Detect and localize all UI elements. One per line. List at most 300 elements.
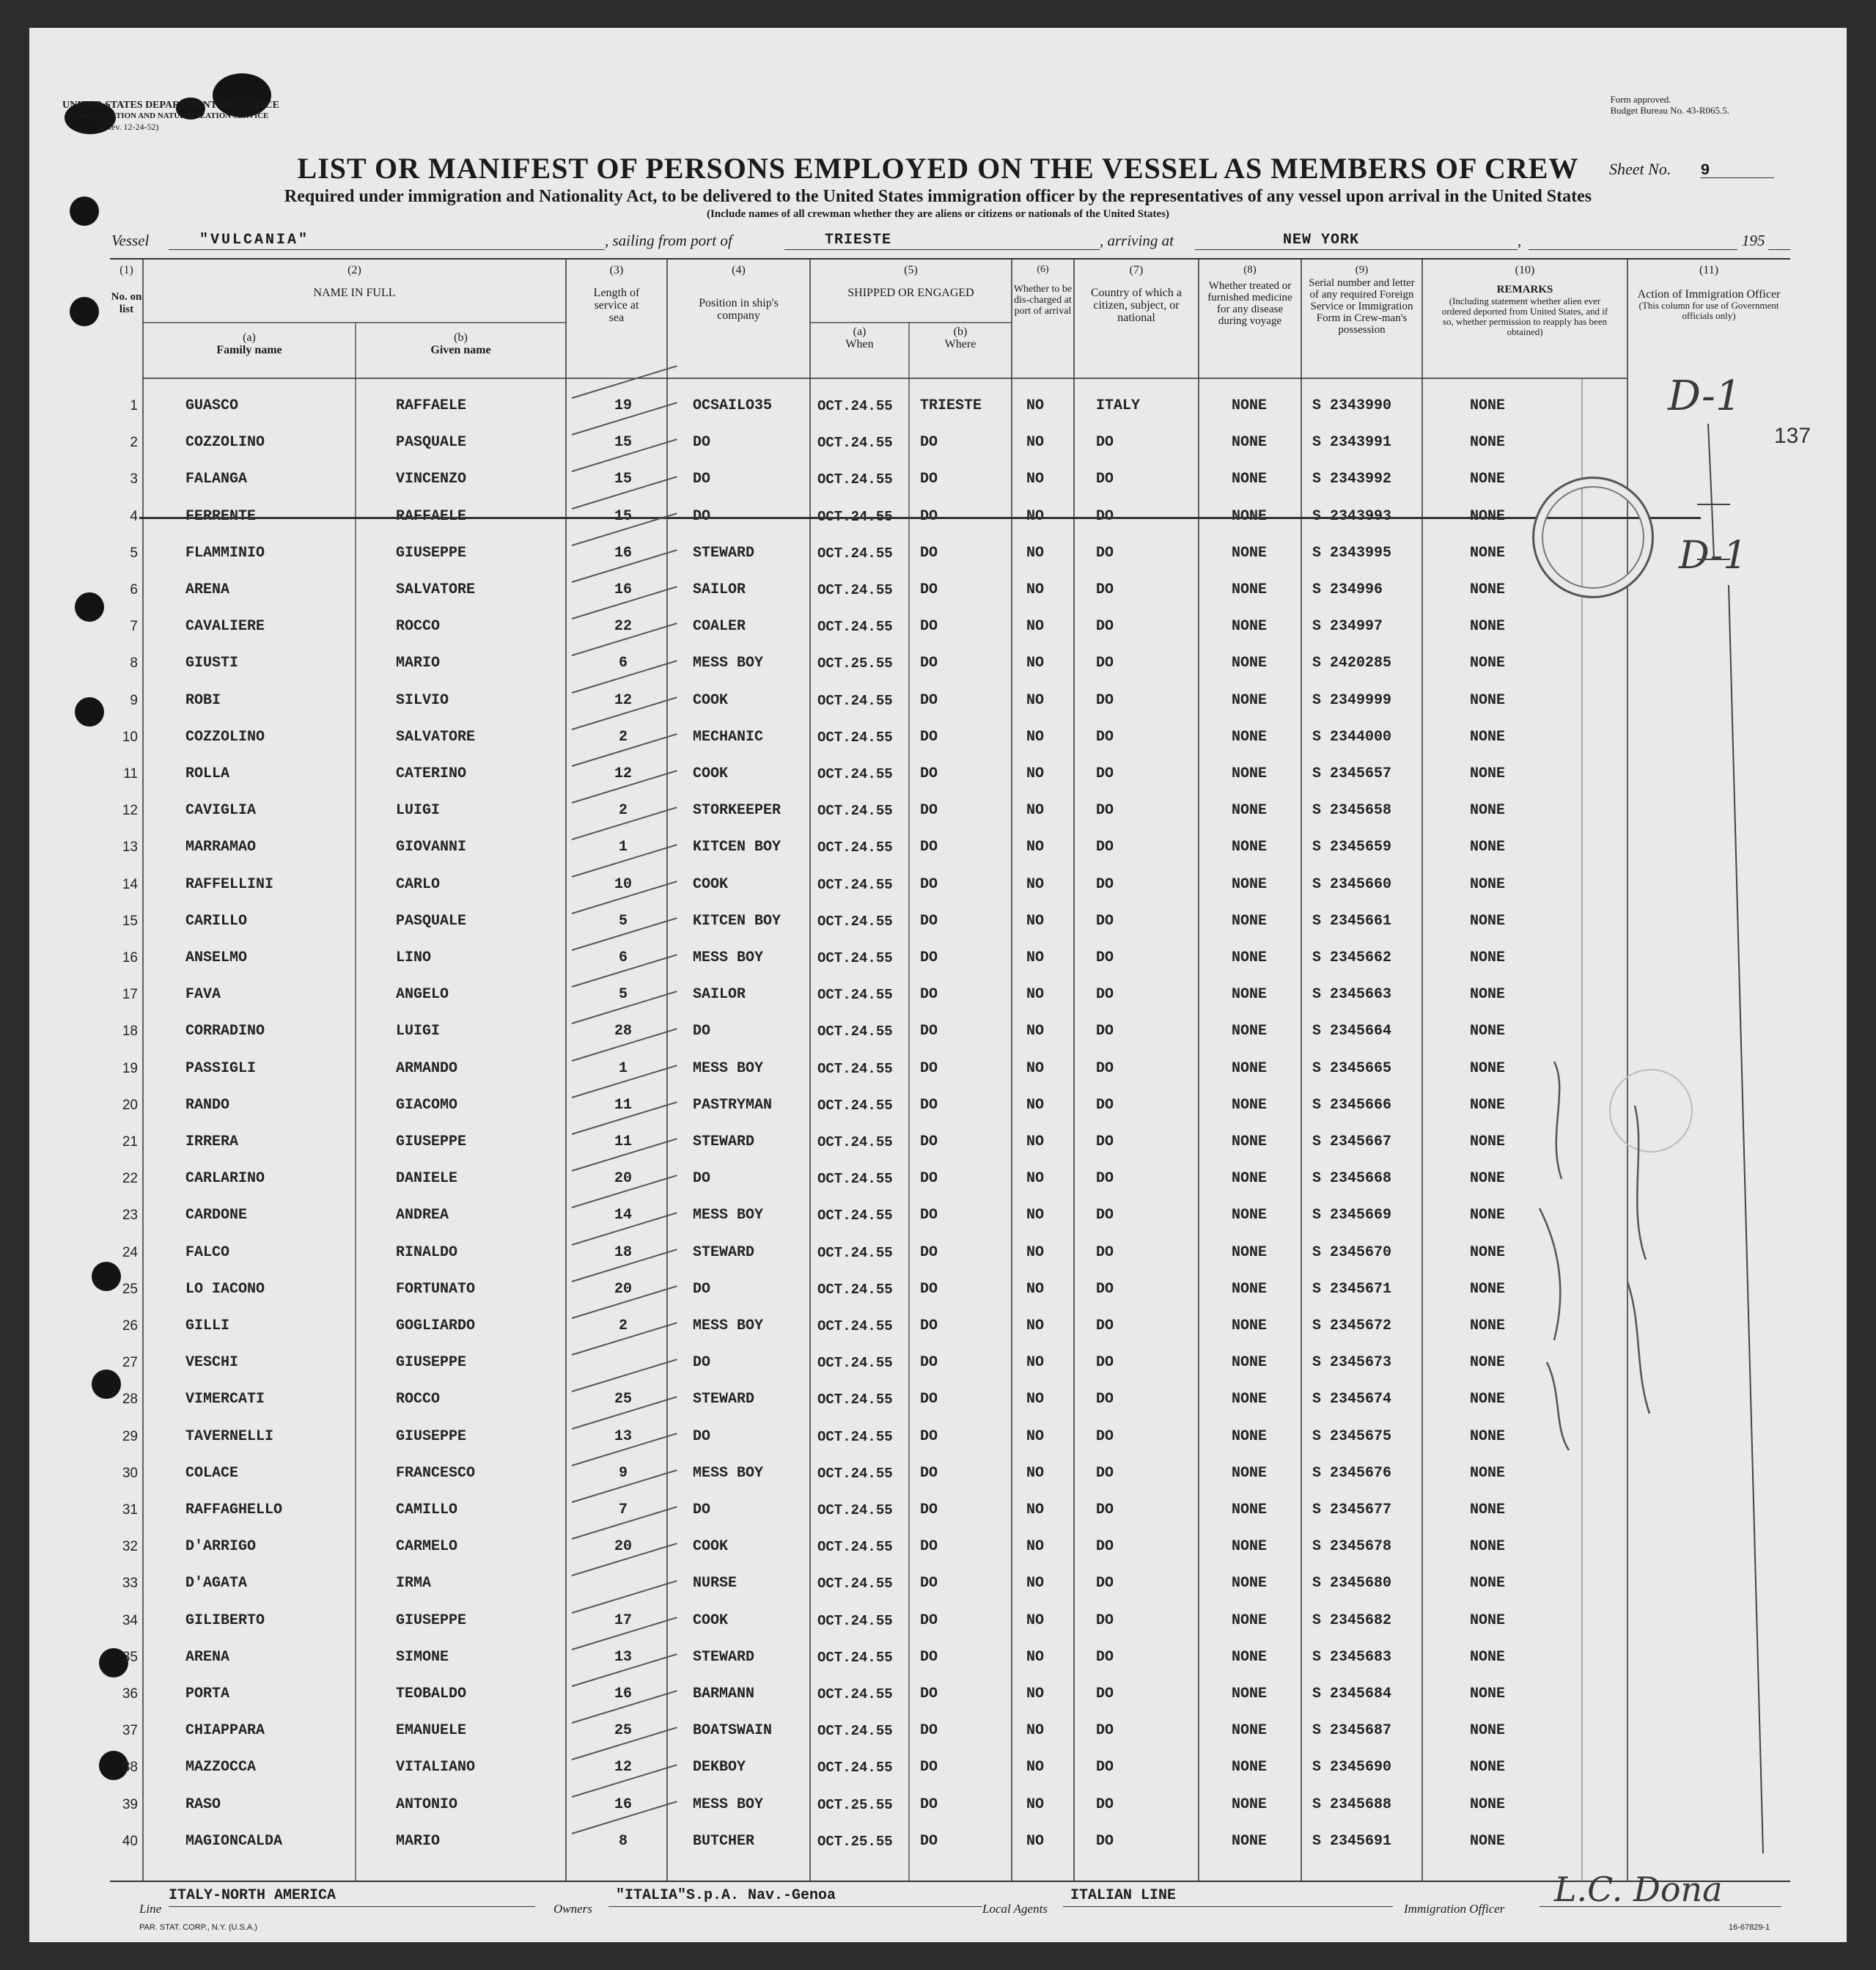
shipped-where: DO [920, 1427, 938, 1445]
family-name: CHIAPPARA [185, 1722, 265, 1740]
country: DO [1096, 1280, 1114, 1298]
given-name: ANGELO [396, 986, 449, 1004]
port-to: NEW YORK [1283, 232, 1360, 249]
discharged: NO [1026, 1023, 1045, 1040]
medicine: NONE [1232, 1648, 1268, 1666]
col8-number: (8) [1243, 264, 1257, 276]
serial-number: S 2420285 [1312, 655, 1392, 672]
country: DO [1096, 1317, 1114, 1334]
col2b-header: Given name [430, 344, 491, 356]
position: COOK [693, 765, 729, 782]
length-of-service: 19 [614, 397, 632, 414]
serial-number: S 2345683 [1312, 1648, 1392, 1666]
serial-number: S 2345688 [1312, 1796, 1392, 1813]
position: MESS BOY [693, 949, 764, 966]
given-name: CATERINO [396, 765, 467, 782]
serial-number: S 2343990 [1312, 397, 1392, 414]
position: MESS BOY [693, 655, 764, 672]
shipped-where: DO [920, 1280, 938, 1298]
remarks: NONE [1470, 1611, 1506, 1629]
position: KITCEN BOY [693, 839, 781, 856]
medicine: NONE [1232, 581, 1268, 598]
shipped-when: OCT.24.55 [817, 545, 893, 562]
col5a-header: When [845, 338, 874, 350]
given-name: ANDREA [396, 1207, 449, 1224]
family-name: FALCO [185, 1243, 230, 1261]
shipped-when: OCT.24.55 [817, 1760, 893, 1776]
shipped-where: DO [920, 912, 938, 930]
position: STEWARD [693, 1648, 755, 1666]
medicine: NONE [1232, 912, 1268, 930]
country: DO [1096, 1427, 1114, 1445]
remarks: NONE [1470, 1354, 1506, 1372]
country: DO [1096, 655, 1114, 672]
length-of-service: 13 [614, 1648, 632, 1666]
serial-number: S 2345670 [1312, 1243, 1392, 1261]
table-row [29, 977, 1847, 1012]
shipped-when: OCT.24.55 [817, 1502, 893, 1518]
remarks: NONE [1470, 1133, 1506, 1150]
given-name: GIUSEPPE [396, 1611, 467, 1629]
shipped-when: OCT.24.55 [817, 950, 893, 966]
remarks: NONE [1470, 1059, 1506, 1077]
remarks: NONE [1470, 544, 1506, 562]
shipped-when: OCT.24.55 [817, 1134, 893, 1150]
row-number: 37 [122, 1723, 138, 1739]
position: COALER [693, 618, 746, 636]
position: DO [693, 1502, 711, 1518]
officer-handwritten-note [1525, 1047, 1671, 1458]
discharged: NO [1026, 1243, 1045, 1261]
family-name: FAVA [185, 986, 221, 1004]
given-name: SIMONE [396, 1648, 449, 1666]
position: STEWARD [693, 1391, 755, 1408]
row-number: 3 [130, 471, 138, 488]
country: DO [1096, 765, 1114, 782]
row-number: 17 [122, 987, 138, 1003]
table-row [29, 720, 1847, 755]
remarks: NONE [1470, 839, 1506, 856]
length-of-service: 17 [614, 1611, 632, 1629]
row-number: 6 [130, 582, 138, 598]
medicine: NONE [1232, 1059, 1268, 1077]
discharged: NO [1026, 802, 1045, 820]
country: DO [1096, 1796, 1114, 1813]
given-name: IRMA [396, 1575, 432, 1592]
given-name: ANTONIO [396, 1796, 458, 1813]
serial-number: S 2345690 [1312, 1759, 1392, 1776]
medicine: NONE [1232, 618, 1268, 636]
remarks: NONE [1470, 949, 1506, 966]
table-row [29, 1640, 1847, 1675]
country: DO [1096, 1722, 1114, 1740]
shipped-when: OCT.24.55 [817, 619, 893, 636]
position: MESS BOY [693, 1464, 764, 1482]
position: MECHANIC [693, 728, 764, 746]
family-name: GUASCO [185, 397, 239, 414]
discharged: NO [1026, 1317, 1045, 1334]
table-row [29, 793, 1847, 828]
officer-label: Immigration Officer [1404, 1902, 1505, 1916]
family-name: FERRENTE [185, 507, 257, 525]
length-of-service: 9 [618, 1464, 628, 1482]
department-name: UNITED STATES DEPARTMENT OF JUSTICE [62, 100, 279, 111]
given-name: ARMANDO [396, 1059, 458, 1077]
position: BOATSWAIN [693, 1722, 773, 1740]
family-name: ROLLA [185, 765, 230, 782]
row-number: 24 [122, 1244, 138, 1260]
row-number: 13 [122, 839, 138, 856]
medicine: NONE [1232, 1686, 1268, 1702]
owners-label: Owners [553, 1902, 592, 1916]
table-row [29, 904, 1847, 939]
row-number: 11 [123, 766, 138, 782]
length-of-service: 8 [618, 1832, 628, 1850]
row-number: 15 [122, 913, 138, 929]
length-of-service: 25 [614, 1722, 632, 1740]
col9-header: Serial number and letter of any required Foreign Service or Immigration Form in Crew-man's possession [1309, 277, 1415, 336]
serial-number: S 2345684 [1312, 1686, 1392, 1702]
serial-number: S 234996 [1312, 581, 1383, 598]
family-name: RAFFAGHELLO [185, 1502, 283, 1518]
length-of-service: 28 [614, 1023, 632, 1040]
medicine: NONE [1232, 1243, 1268, 1261]
col10-header: REMARKS [1496, 284, 1553, 295]
medicine: NONE [1232, 1502, 1268, 1518]
medicine: NONE [1232, 1538, 1268, 1556]
position: SAILOR [693, 986, 746, 1004]
length-of-service: 5 [618, 912, 628, 930]
serial-number: S 2345687 [1312, 1722, 1392, 1740]
family-name: VESCHI [185, 1354, 239, 1372]
given-name: GIOVANNI [396, 839, 467, 856]
col11-note: (This column for use of Government officials only) [1638, 300, 1779, 321]
discharged: NO [1026, 1796, 1045, 1813]
shipped-when: OCT.24.55 [817, 1612, 893, 1629]
shipped-when: OCT.24.55 [817, 1576, 893, 1592]
position: STEWARD [693, 1133, 755, 1150]
serial-number: S 2345678 [1312, 1538, 1392, 1556]
printer-credit: PAR. STAT. CORP., N.Y. (U.S.A.) [139, 1923, 257, 1932]
country: DO [1096, 1023, 1114, 1040]
length-of-service: 18 [614, 1243, 632, 1261]
shipped-where: DO [920, 434, 938, 452]
row-number: 27 [122, 1355, 138, 1371]
row-number: 39 [122, 1796, 138, 1812]
country: DO [1096, 1464, 1114, 1482]
given-name: CARLO [396, 875, 441, 893]
table-row [29, 1787, 1847, 1823]
family-name: CORRADINO [185, 1023, 265, 1040]
row-number: 5 [130, 545, 138, 561]
row-number: 20 [122, 1097, 138, 1113]
length-of-service: 10 [614, 875, 632, 893]
shipped-when: OCT.24.55 [817, 692, 893, 709]
country: DO [1096, 1832, 1114, 1850]
shipped-where: DO [920, 1611, 938, 1629]
length-of-service: 13 [614, 1427, 632, 1445]
medicine: NONE [1232, 1796, 1268, 1813]
table-row [29, 1014, 1847, 1049]
discharged: NO [1026, 1502, 1045, 1518]
table-row [29, 1824, 1847, 1859]
shipped-when: OCT.24.55 [817, 987, 893, 1004]
remarks: NONE [1470, 1464, 1506, 1482]
medicine: NONE [1232, 691, 1268, 709]
family-name: FLAMMINIO [185, 544, 265, 562]
medicine: NONE [1232, 1207, 1268, 1224]
table-row [29, 1566, 1847, 1601]
length-of-service: 2 [618, 1317, 628, 1334]
country: DO [1096, 434, 1114, 452]
given-name: PASQUALE [396, 912, 467, 930]
remarks: NONE [1470, 986, 1506, 1004]
shipped-when: OCT.24.55 [817, 398, 893, 414]
given-name: ROCCO [396, 1391, 441, 1408]
shipped-where: DO [920, 1832, 938, 1850]
col2-header: NAME IN FULL [313, 287, 396, 299]
discharged: NO [1026, 397, 1045, 414]
position: COOK [693, 691, 729, 709]
given-name: EMANUELE [396, 1722, 467, 1740]
position: DO [693, 434, 711, 452]
row-number: 22 [122, 1171, 138, 1187]
col2-number: (2) [347, 264, 361, 276]
family-name: CARLARINO [185, 1170, 265, 1188]
row-number: 33 [122, 1576, 138, 1592]
shipped-when: OCT.24.55 [817, 582, 893, 598]
discharged: NO [1026, 1133, 1045, 1150]
remarks: NONE [1470, 618, 1506, 636]
shipped-where: DO [920, 1207, 938, 1224]
family-name: FALANGA [185, 471, 248, 488]
line-value: ITALY-NORTH AMERICA [169, 1887, 336, 1904]
position: OCSAILO35 [693, 397, 773, 414]
medicine: NONE [1232, 1391, 1268, 1408]
table-row [29, 941, 1847, 976]
medicine: NONE [1232, 1170, 1268, 1188]
row-number: 21 [122, 1134, 138, 1150]
shipped-when: OCT.24.55 [817, 839, 893, 856]
medicine: NONE [1232, 986, 1268, 1004]
length-of-service: 2 [618, 802, 628, 820]
remarks: NONE [1470, 1538, 1506, 1556]
agents-value: ITALIAN LINE [1070, 1887, 1177, 1904]
row-number: 7 [130, 619, 138, 635]
shipped-where: DO [920, 544, 938, 562]
medicine: NONE [1232, 949, 1268, 966]
family-name: MAGIONCALDA [185, 1832, 283, 1850]
remarks: NONE [1470, 1317, 1506, 1334]
shipped-where: DO [920, 1354, 938, 1372]
given-name: CAMILLO [396, 1502, 458, 1518]
family-name: VIMERCATI [185, 1391, 265, 1408]
serial-number: S 2345672 [1312, 1317, 1392, 1334]
manifest-sheet: UNITED STATES DEPARTMENT OF JUSTICE IMMIGRATION AND NATURALIZATION SERVICE (Rev. 12-24-52) Form approved. Budget Bureau No. 43-R065.5. LIST OR MANIFEST OF PERSONS EMPLOYED ON THE VESSEL AS MEMBERS OF CREW Sheet No. 9 Required under immigration and Nationality Act, to be delivered to the United States immigration officer by the representatives of any vessel upon arrival in the United States (Include names of all crewman whether they are aliens or citizens or nationals of the United States) Vessel "VULCANIA" , sailing from port of TRIESTE , arriving at NEW YORK , 195 (1) No. on list (2) NAME IN FULL (a) Family name (b) Given name (3) Length of service at sea (4) Position in ship's company (5) SHIPPED OR ENGAGED (a) When (b) Where (6) Whether to be dis-charged at port of arrival (7) Country of which a citizen, subject, or national (8) Whether treated or furnished medicine for any disease during voyage (9) Serial number and letter of any required Foreign Service or Immigration Form in Crew-man's possession (10) REMARKS (Including statement whether alien ever ordered deported from United States, and if so, whether permission to reapply has been obtained) (11) Action of Immigration Officer (This column for use of Government officials only) 1 GUASCO RAFFAELE 19 OCSAILO35 OCT.24.55 TRIESTE NO ITALY NONE S 2343990 NONE 2 COZZOLINO PASQUALE 15 DO OCT.24.55 DO NO DO NONE S 2343991 NONE 3 FALANGA VINCENZO 15 DO OCT.24.55 DO NO DO NONE S 2343992 NONE 4 FERRENTE RAFFAELE 15 DO OCT.24.55 DO NO DO NONE S 2343993 NONE 5 FLAMMINIO GIUSEPPE 16 STEWARD OCT.24.55 DO NO DO NONE S 2343995 NONE 6 ARENA SALVATORE 16 SAILOR OCT.24.55 DO NO DO NONE S 234996 NONE 7 CAVALIERE ROCCO 22 COALER OCT.24.55 DO NO DO NONE S 234997 NONE 8 GIUSTI MARIO 6 MESS BOY OCT.25.55 DO NO DO NONE S 2420285 NONE 9 ROBI SILVIO 12 COOK OCT.24.55 DO NO DO NONE S 2349999 NONE 10 COZZOLINO SALVATORE 2 MECHANIC OCT.24.55 DO NO DO NONE S 2344000 NONE 11 ROLLA CATERINO 12 COOK OCT.24.55 DO NO DO NONE S 2345657 NONE 12 CAVIGLIA LUIGI 2 STORKEEPER OCT.24.55 DO NO DO NONE S 2345658 NONE 13 MARRAMAO GIOVANNI 1 KITCEN BOY OCT.24.55 DO NO DO NONE S 2345659 NONE 14 RAFFELLINI CARLO 10 COOK OCT.24.55 DO NO DO NONE S 2345660 NONE 15 CARILLO PASQUALE 5 KITCEN BOY OCT.24.55 DO NO DO NONE S 2345661 NONE 16 ANSELMO LINO 6 MESS BOY OCT.24.55 DO NO DO NONE S 2345662 NONE 17 FAVA ANGELO 5 SAILOR OCT.24.55 DO NO DO NONE S 2345663 NONE 18 CORRADINO LUIGI 28 DO OCT.24.55 DO NO DO NONE S 2345664 NONE 19 PASSIGLI ARMANDO 1 MESS BOY OCT.24.55 DO NO DO NONE S 2345665 NONE 20 RANDO GIACOMO 11 PASTRYMAN OCT.24.55 DO NO DO NONE S 2345666 NONE 21 IRRERA GIUSEPPE 11 STEWARD OCT.24.55 DO NO DO NONE S 2345667 NONE 22 CARLARINO DANIELE 20 DO OCT.24.55 DO NO DO NONE S 2345668 NONE 23 CARDONE ANDREA 14 MESS BOY OCT.24.55 DO NO DO NONE S 2345669 NONE 24 FALCO RINALDO 18 STEWARD OCT.24.55 DO NO DO NONE S 2345670 NONE 25 LO IACONO FORTUNATO 20 DO OCT.24.55 DO NO DO NONE S 2345671 NONE 26 GILLI GOGLIARDO 2 MESS BOY OCT.24.55 DO NO DO NONE S 2345672 NONE 27 VESCHI GIUSEPPE DO OCT.24.55 DO NO DO NONE S 2345673 NONE 28 VIMERCATI ROCCO 25 STEWARD OCT.24.55 DO NO DO NONE S 2345674 NONE 29 TAVERNELLI GIUSEPPE 13 DO OCT.24.55 DO NO DO NONE S 2345675 NONE 30 COLACE FRANCESCO 9 MESS BOY OCT.24.55 DO NO DO NONE S 2345676 NONE 31 RAFFAGHELLO CAMILLO 7 DO OCT.24.55 DO NO DO NONE S 2345677 NONE 32 D'ARRIGO CARMELO 20 COOK OCT.24.55 DO NO DO NONE S 2345678 NONE 33 D'AGATA IRMA NURSE OCT.24.55 DO NO DO NONE S 2345680 NONE 34 GILIBERTO GIUSEPPE 17 COOK OCT.24.55 DO NO DO NONE S 2345682 NONE 35 ARENA SIMONE 13 STEWARD OCT.24.55 DO NO DO NONE S 2345683 NONE 36 PORTA TEOBALDO 16 BARMANN OCT.24.55 DO NO DO NONE S 2345684 NONE 37 CHIAPPARA EMANUELE 25 BOATSWAIN OCT.24.55 DO NO DO NONE S 2345687 NONE 38 MAZZOCCA VITALIANO 12 DEKBOY OCT.24.55 DO NO DO NONE S 2345690 NONE 39 RASO ANTONIO 16 MESS BOY OCT.25.55 DO NO DO NONE S 2345688 NONE 40 MAGIONCALDA MARIO 8 BUTCHER OCT.25.55 DO NO DO NONE S 2345691 NONE D-1 D-1 137 Line ITALY-NORTH AMERICA Owners "ITALIA"S.p.A. Nav.-Genoa Local Agents ITALIAN LINE Immigration Officer L.C. Dona PAR. STAT. CORP., N.Y. (U.S.A.) 16-67829-1 [29, 28, 1847, 1942]
family-name: RAFFELLINI [185, 875, 274, 893]
col8-header: Whether treated or furnished medicine for any disease during voyage [1207, 280, 1292, 327]
medicine: NONE [1232, 765, 1268, 782]
serial-number: S 2345658 [1312, 802, 1392, 820]
given-name: RAFFAELE [396, 397, 467, 414]
position: COOK [693, 1538, 729, 1556]
family-name: PORTA [185, 1686, 230, 1702]
row-number: 34 [122, 1612, 138, 1628]
discharged: NO [1026, 765, 1045, 782]
length-of-service: 12 [614, 765, 632, 782]
medicine: NONE [1232, 1317, 1268, 1334]
country: DO [1096, 728, 1114, 746]
shipped-where: DO [920, 839, 938, 856]
discharged: NO [1026, 1575, 1045, 1592]
shipped-where: DO [920, 1391, 938, 1408]
family-name: D'ARRIGO [185, 1538, 257, 1556]
discharged: NO [1026, 507, 1045, 525]
shipped-when: OCT.24.55 [817, 1097, 893, 1114]
country: DO [1096, 1096, 1114, 1114]
col1-header: No. on list [111, 291, 142, 315]
col11-number: (11) [1699, 264, 1719, 276]
shipped-when: OCT.24.55 [817, 1539, 893, 1556]
discharged: NO [1026, 1686, 1045, 1702]
given-name: SILVIO [396, 691, 449, 709]
shipped-where: DO [920, 691, 938, 709]
page-note: (Include names of all crewman whether they are aliens or citizens or nationals of the United States) [706, 208, 1170, 220]
position: COOK [693, 875, 729, 893]
shipped-when: OCT.25.55 [817, 1833, 893, 1850]
serial-number: S 2345682 [1312, 1611, 1392, 1629]
position: DO [693, 471, 711, 488]
given-name: FRANCESCO [396, 1464, 476, 1482]
length-of-service: 14 [614, 1207, 632, 1224]
row-number: 16 [122, 950, 138, 966]
length-of-service: 1 [618, 839, 628, 856]
given-name: VINCENZO [396, 471, 467, 488]
serial-number: S 234997 [1312, 618, 1383, 636]
owners-value: "ITALIA"S.p.A. Nav.-Genoa [616, 1887, 836, 1904]
medicine: NONE [1232, 507, 1268, 525]
given-name: GIUSEPPE [396, 1354, 467, 1372]
serial-number: S 2345663 [1312, 986, 1392, 1004]
family-name: GILIBERTO [185, 1611, 265, 1629]
medicine: NONE [1232, 1722, 1268, 1740]
remarks: NONE [1470, 1832, 1506, 1850]
discharged: NO [1026, 1059, 1045, 1077]
shipped-where: TRIESTE [920, 397, 982, 414]
shipped-where: DO [920, 1722, 938, 1740]
length-of-service: 15 [614, 507, 632, 525]
family-name: PASSIGLI [185, 1059, 257, 1077]
col7-header: Country of which a citizen, subject, or national [1091, 287, 1182, 324]
col3-number: (3) [609, 264, 624, 276]
remarks: NONE [1470, 471, 1506, 488]
row-number: 9 [130, 692, 138, 708]
shipped-when: OCT.24.55 [817, 1023, 893, 1040]
position: COOK [693, 1611, 729, 1629]
given-name: MARIO [396, 655, 441, 672]
row-number: 36 [122, 1686, 138, 1702]
discharged: NO [1026, 1464, 1045, 1482]
family-name: RASO [185, 1796, 221, 1813]
serial-number: S 2345664 [1312, 1023, 1392, 1040]
shipped-where: DO [920, 728, 938, 746]
country: DO [1096, 1686, 1114, 1702]
shipped-where: DO [920, 949, 938, 966]
length-of-service: 22 [614, 618, 632, 636]
length-of-service: 20 [614, 1538, 632, 1556]
col2a-header: Family name [216, 344, 282, 356]
serial-number: S 2344000 [1312, 728, 1392, 746]
shipped-when: OCT.24.55 [817, 803, 893, 820]
table-row [29, 646, 1847, 681]
col6-header: Whether to be dis-charged at port of arrival [1013, 284, 1073, 317]
serial-number: S 2345668 [1312, 1170, 1392, 1188]
remarks: NONE [1470, 1796, 1506, 1813]
shipped-where: DO [920, 1648, 938, 1666]
position: DEKBOY [693, 1759, 746, 1776]
serial-number: S 2343991 [1312, 434, 1392, 452]
medicine: NONE [1232, 802, 1268, 820]
country: DO [1096, 581, 1114, 598]
discharged: NO [1026, 1722, 1045, 1740]
remarks: NONE [1470, 802, 1506, 820]
discharged: NO [1026, 544, 1045, 562]
position: BARMANN [693, 1686, 755, 1702]
remarks: NONE [1470, 1759, 1506, 1776]
serial-number: S 2343993 [1312, 507, 1392, 525]
serial-number: S 2345667 [1312, 1133, 1392, 1150]
length-of-service: 2 [618, 728, 628, 746]
discharged: NO [1026, 1832, 1045, 1850]
remarks: NONE [1470, 434, 1506, 452]
medicine: NONE [1232, 1280, 1268, 1298]
position: MESS BOY [693, 1317, 764, 1334]
shipped-where: DO [920, 986, 938, 1004]
given-name: GIUSEPPE [396, 1133, 467, 1150]
col5b-header: Where [944, 338, 976, 350]
remarks: NONE [1470, 1207, 1506, 1224]
discharged: NO [1026, 1170, 1045, 1188]
shipped-when: OCT.24.55 [817, 471, 893, 488]
discharged: NO [1026, 728, 1045, 746]
shipped-when: OCT.24.55 [817, 913, 893, 930]
given-name: MARIO [396, 1832, 441, 1850]
discharged: NO [1026, 986, 1045, 1004]
col4-header: Position in ship's company [699, 297, 779, 322]
country: DO [1096, 1538, 1114, 1556]
discharged: NO [1026, 1648, 1045, 1666]
shipped-where: DO [920, 765, 938, 782]
table-row [29, 1713, 1847, 1749]
position: PASTRYMAN [693, 1096, 773, 1114]
row-number: 26 [122, 1318, 138, 1334]
remarks: NONE [1470, 581, 1506, 598]
shipped-when: OCT.24.55 [817, 1686, 893, 1702]
position: SAILOR [693, 581, 746, 598]
position: MESS BOY [693, 1796, 764, 1813]
table-row [29, 683, 1847, 718]
col4-number: (4) [732, 264, 746, 276]
serial-number: S 2345659 [1312, 839, 1392, 856]
table-row [29, 1677, 1847, 1712]
shipped-when: OCT.24.55 [817, 1355, 893, 1372]
shipped-when: OCT.24.55 [817, 435, 893, 452]
col5-header: SHIPPED OR ENGAGED [847, 287, 974, 299]
family-name: CARDONE [185, 1207, 248, 1224]
sheet-number-label: Sheet No. [1609, 160, 1671, 178]
medicine: NONE [1232, 875, 1268, 893]
table-row [29, 389, 1847, 424]
